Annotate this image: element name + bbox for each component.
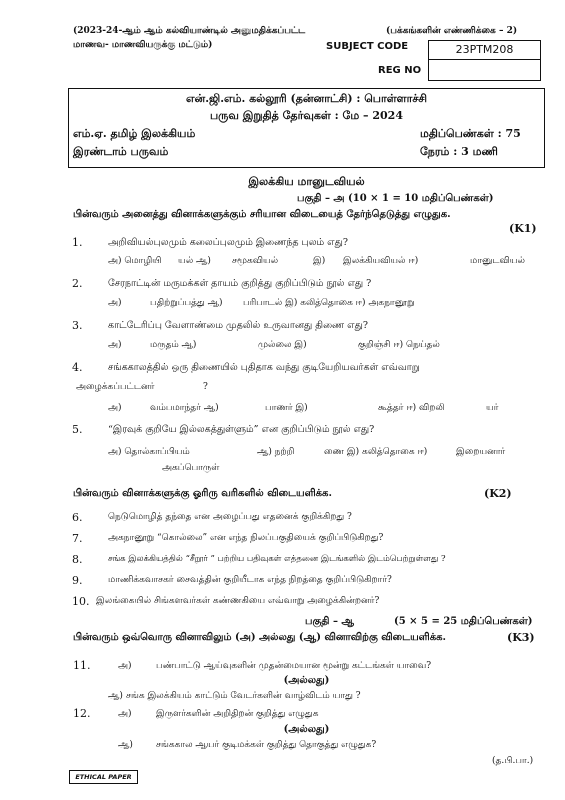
q3-option: குறிஞ்சி ஈ) நெய்தல் xyxy=(358,340,440,350)
part-c-heading: பகுதி – ஆ xyxy=(305,616,355,627)
reg-no-label: REG NO xyxy=(378,65,422,76)
q1-text: அறிவியல்புலமும் கலைப்புலமும் இணைந்த புலம் எது? xyxy=(108,237,348,248)
q6-number: 6. xyxy=(72,511,83,524)
q7-text: அகநானூறு “கொல்லை” என எந்த நிலப்பகுதியைக் குறிப்பிடுகிறது? xyxy=(108,533,384,543)
part-a-level: (K1) xyxy=(509,222,537,235)
q10-text: இலங்கையில் சிங்களவர்கள் கண்ணகியை எவ்வாறு அழைக்கின்றனர்? xyxy=(96,596,380,606)
semester: இரண்டாம் பருவம் xyxy=(73,145,169,158)
q2-option: பரிபாடல் இ) கலித்தொகை ஈ) அகநானூறு xyxy=(243,298,415,308)
q1-option: சமூகவியல் xyxy=(232,256,279,266)
ethical-paper-stamp xyxy=(69,770,138,784)
q3-option: மருதம் ஆ) xyxy=(150,340,197,350)
q4-option: அ) xyxy=(108,403,122,413)
q1-option: இலக்கியவியல் ஈ) xyxy=(343,256,419,266)
q2-number: 2. xyxy=(72,277,83,290)
q8-text: சங்க இலக்கியத்தில் “சீறூர் ” பற்றிய பதிவுகள் எத்தனை இடங்களில் இடம்பெற்றுள்ளது ? xyxy=(108,554,446,564)
paper-title: இலக்கிய மானுடவியல் xyxy=(248,175,365,188)
q5-option-cont: அகப்பொருள் xyxy=(162,463,220,473)
subject-code-label: SUBJECT CODE xyxy=(326,41,409,52)
q5-option: ஆ) நற்றி xyxy=(257,447,295,457)
q1-option: யல் ஆ) xyxy=(178,256,211,266)
q12-b-text: சங்ககால ஆயர் குடிமக்கள் குறித்து தொகுத்து எழுதுக? xyxy=(156,740,377,750)
q12-number: 12. xyxy=(73,707,91,720)
q12-a-label: அ) xyxy=(118,709,132,719)
q4-option: பாணர் இ) xyxy=(265,403,308,413)
q1-option: மானுடவியல் xyxy=(470,256,525,266)
part-c-level: (K3) xyxy=(507,631,535,644)
ethical-paper-label: ETHICAL PAPER xyxy=(75,773,132,781)
q11-b-text: சங்க இலக்கியம் காட்டும் வேடர்களின் வாழ்விடம் யாது ? xyxy=(126,691,361,701)
q3-option: முல்லை இ) xyxy=(258,340,307,350)
q4-number: 4. xyxy=(72,361,83,374)
q2-option: பதிற்றுப்பத்து ஆ) xyxy=(150,298,223,308)
q2-text: சேரநாட்டின் மருமக்கள் தாயம் குறித்து குறிப்பிடும் நூல் எது ? xyxy=(108,278,372,289)
q6-text: நெடுமொழித் தந்தை என அழைப்பது எதனைக் குறிக்கிறது ? xyxy=(108,512,352,522)
college-name: என்.ஜி.எம். கல்லூரி (தன்னாட்சி) : பொள்ளாச்சி xyxy=(185,92,428,105)
max-marks: மதிப்பெண்கள் : 75 xyxy=(420,127,521,140)
q4-option: யர் xyxy=(486,403,499,413)
reg-no-box[interactable] xyxy=(428,59,541,81)
q4-text-cont: அழைக்கப்பட்டனர் xyxy=(76,382,155,392)
q1-option: அ) மொழியி xyxy=(108,256,162,266)
year-note-line1: (2023-24-ஆம் ஆம் கல்வியாண்டில் அனுமதிக்கப்பட்ட xyxy=(73,26,306,36)
q5-option: ணை இ) கலித்தொகை ஈ) xyxy=(324,447,428,457)
q1-option: இ) xyxy=(313,256,326,266)
q5-option: இறையனார் xyxy=(456,447,506,457)
q9-number: 9. xyxy=(72,574,83,587)
q5-number: 5. xyxy=(72,423,83,436)
subject-code: 23PTM208 xyxy=(455,43,514,56)
part-c-marks: (5 × 5 = 25 மதிப்பெண்கள்) xyxy=(394,616,533,627)
q7-number: 7. xyxy=(72,532,83,545)
q12-a-text: இருளர்களின் அறிதிறன் குறித்து எழுதுக xyxy=(156,709,319,719)
subject-code-box xyxy=(428,40,541,60)
year-note-line2: மாணவ- மாணவியருக்கு மட்டும்) xyxy=(73,40,213,50)
part-c-instruction: பின்வரும் ஒவ்வொரு வினாவிலும் (அ) அல்லது (ஆ) வினாவிற்கு விடையளிக்க. xyxy=(73,632,446,643)
q8-number: 8. xyxy=(72,553,83,566)
page-count: (பக்கங்களின் எண்ணிக்கை – 2) xyxy=(386,26,518,36)
part-a-heading: பகுதி – அ (10 × 1 = 10 மதிப்பெண்கள்) xyxy=(297,193,494,204)
q9-text: மாணிக்கவாசகர் சைவத்தின் குறியீடாக எந்த நிறத்தை குறிப்பிடுகிறார்? xyxy=(108,575,392,585)
q11-a-text: பண்பாட்டு ஆய்வுகளின் முதன்மையான மூன்று கட்டங்கள் யாவை? xyxy=(156,661,432,671)
q3-text: காட்டேரிப்பு வேளாண்மை முதலில் உருவானது திணை எது? xyxy=(108,320,368,331)
q5-text: “இரவுக் குறியே இல்லகத்துள்ளும்” என குறிப்பிடும் நூல் எது? xyxy=(108,424,375,435)
q11-or: (அல்லது) xyxy=(283,675,330,686)
q1-number: 1. xyxy=(72,236,83,249)
q4-question-mark: ? xyxy=(203,382,208,392)
q4-text: சங்ககாலத்தில் ஒரு திணையில் புதிதாக வந்து குடியேறியவர்கள் எவ்வாறு xyxy=(108,362,420,373)
q4-option: கூத்தர் ஈ) விறலி xyxy=(378,403,445,413)
pto-note: (த.பி.பா.) xyxy=(492,756,534,766)
q11-a-label: அ) xyxy=(118,661,132,671)
part-b-instruction: பின்வரும் வினாக்களுக்கு ஓரிரு வரிகளில் விடையளிக்க. xyxy=(73,488,332,499)
course-name: எம்.ஏ. தமிழ் இலக்கியம் xyxy=(73,127,196,140)
part-a-instruction: பின்வரும் அனைத்து வினாக்களுக்கும் சரியான விடையைத் தேர்ந்தெடுத்து எழுதுக. xyxy=(73,209,451,220)
q4-option: வம்பமாந்தர் ஆ) xyxy=(150,403,219,413)
q11-number: 11. xyxy=(73,659,91,672)
q12-b-label: ஆ) xyxy=(118,740,133,750)
q5-option: அ) தொல்காப்பியம் xyxy=(108,447,190,457)
q3-option: அ) xyxy=(108,340,122,350)
duration: நேரம் : 3 மணி xyxy=(420,145,498,158)
q12-or: (அல்லது) xyxy=(283,724,330,735)
q3-number: 3. xyxy=(72,319,83,332)
part-b-level: (K2) xyxy=(484,487,512,500)
q10-number: 10. xyxy=(72,595,90,608)
q2-option: அ) xyxy=(108,298,122,308)
q11-b-label: ஆ) xyxy=(108,691,123,701)
exam-title: பருவ இறுதித் தேர்வுகள் : மே – 2024 xyxy=(209,109,403,122)
